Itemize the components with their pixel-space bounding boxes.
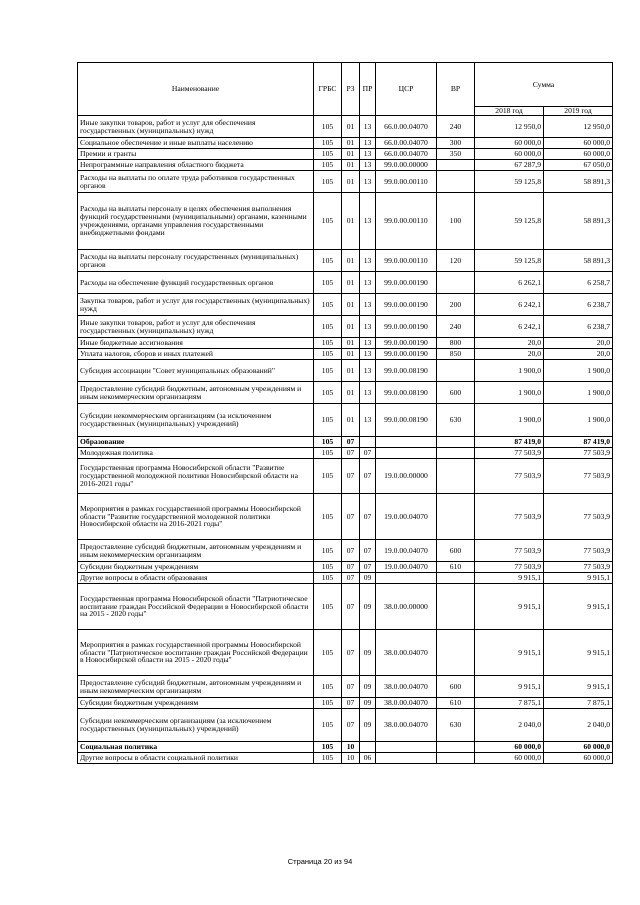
cell-name: Субсидии некоммерческим организациям (за исключением государственных (муниципальных) учреждений)	[78, 709, 314, 742]
cell-rz: 01	[342, 272, 360, 294]
table-row	[78, 540, 613, 562]
table-row	[78, 349, 613, 360]
cell-csr: 99.0.00.00110	[376, 171, 437, 193]
cell-vr: 600	[437, 382, 475, 404]
cell-rz: 01	[342, 193, 360, 250]
cell-pr: 06	[360, 753, 376, 764]
cell-s1: 20,0	[475, 349, 544, 360]
cell-rz: 07	[342, 562, 360, 573]
cell-csr: 99.0.00.00110	[376, 193, 437, 250]
header-grbs: ГРБС	[314, 63, 342, 116]
cell-name: Социальное обеспечение и иные выплаты населению	[78, 138, 314, 149]
cell-pr: 09	[360, 698, 376, 709]
header-sum: Сумма	[475, 63, 613, 107]
cell-name: Уплата налогов, сборов и иных платежей	[78, 349, 314, 360]
table-row	[78, 459, 613, 494]
cell-rz: 01	[342, 116, 360, 138]
cell-name: Мероприятия в рамках государственной программы Новосибирской области "Развитие государственной молодежной политики Новосибирской области на 2016-2021 годы"	[78, 494, 314, 540]
cell-grbs: 105	[314, 753, 342, 764]
cell-vr	[437, 573, 475, 584]
cell-name: Субсидия ассоциации "Совет муниципальных образований"	[78, 360, 314, 382]
table-row	[78, 573, 613, 584]
cell-csr: 38.0.00.04070	[376, 709, 437, 742]
cell-name: Премии и гранты	[78, 149, 314, 160]
cell-grbs: 105	[314, 584, 342, 630]
cell-vr	[437, 171, 475, 193]
table-row	[78, 584, 613, 630]
cell-name: Субсидии бюджетным учреждениям	[78, 562, 314, 573]
cell-name: Предоставление субсидий бюджетным, автономным учреждениям и иным некоммерческим организациям	[78, 382, 314, 404]
cell-rz: 07	[342, 584, 360, 630]
table-row	[78, 494, 613, 540]
cell-s1: 6 242,1	[475, 294, 544, 316]
cell-s2: 58 891,3	[544, 171, 613, 193]
cell-vr: 850	[437, 349, 475, 360]
cell-pr: 13	[360, 116, 376, 138]
cell-csr	[376, 437, 437, 448]
cell-pr: 09	[360, 584, 376, 630]
cell-s2: 20,0	[544, 349, 613, 360]
table-row	[78, 676, 613, 698]
cell-rz: 01	[342, 250, 360, 272]
cell-pr: 13	[360, 338, 376, 349]
cell-vr: 600	[437, 540, 475, 562]
cell-pr: 07	[360, 459, 376, 494]
cell-rz: 01	[342, 149, 360, 160]
cell-s2: 67 050,0	[544, 160, 613, 171]
table-row	[78, 630, 613, 676]
cell-s2: 6 238,7	[544, 316, 613, 338]
table-row	[78, 316, 613, 338]
cell-s2: 7 875,1	[544, 698, 613, 709]
cell-s1: 12 950,0	[475, 116, 544, 138]
cell-vr	[437, 630, 475, 676]
cell-grbs: 105	[314, 272, 342, 294]
cell-pr: 07	[360, 562, 376, 573]
cell-csr	[376, 742, 437, 753]
table-row	[78, 448, 613, 459]
cell-csr: 99.0.00.00000	[376, 160, 437, 171]
cell-csr: 66.0.00.04070	[376, 116, 437, 138]
cell-s1: 7 875,1	[475, 698, 544, 709]
cell-name: Субсидии бюджетным учреждениям	[78, 698, 314, 709]
cell-grbs: 105	[314, 562, 342, 573]
cell-name: Расходы на выплаты персоналу государственных (муниципальных) органов	[78, 250, 314, 272]
cell-s2: 60 000,0	[544, 138, 613, 149]
cell-rz: 01	[342, 404, 360, 437]
cell-rz: 07	[342, 709, 360, 742]
cell-s1: 9 915,1	[475, 573, 544, 584]
cell-vr	[437, 753, 475, 764]
table-row	[78, 171, 613, 193]
cell-csr: 66.0.00.04070	[376, 149, 437, 160]
cell-pr: 13	[360, 382, 376, 404]
cell-s2: 1 900,0	[544, 382, 613, 404]
cell-rz: 01	[342, 171, 360, 193]
cell-s2: 58 891,3	[544, 193, 613, 250]
cell-s1: 77 503,9	[475, 459, 544, 494]
cell-grbs: 105	[314, 360, 342, 382]
cell-grbs: 105	[314, 630, 342, 676]
cell-grbs: 105	[314, 138, 342, 149]
cell-grbs: 105	[314, 171, 342, 193]
cell-name: Расходы на обеспечение функций государственных органов	[78, 272, 314, 294]
cell-grbs: 105	[314, 448, 342, 459]
cell-csr: 99.0.00.08190	[376, 404, 437, 437]
cell-name: Другие вопросы в области социальной политики	[78, 753, 314, 764]
cell-rz: 07	[342, 448, 360, 459]
cell-s2: 20,0	[544, 338, 613, 349]
header-year-2019: 2019 год	[544, 107, 613, 116]
cell-vr: 350	[437, 149, 475, 160]
table-row	[78, 250, 613, 272]
cell-s1: 77 503,9	[475, 494, 544, 540]
cell-vr	[437, 494, 475, 540]
cell-s1: 20,0	[475, 338, 544, 349]
cell-csr	[376, 448, 437, 459]
cell-csr: 38.0.00.04070	[376, 698, 437, 709]
cell-grbs: 105	[314, 349, 342, 360]
cell-s2: 87 419,0	[544, 437, 613, 448]
table-row	[78, 709, 613, 742]
cell-pr: 13	[360, 404, 376, 437]
cell-pr	[360, 437, 376, 448]
cell-csr: 99.0.00.08190	[376, 360, 437, 382]
cell-vr: 600	[437, 676, 475, 698]
cell-pr: 13	[360, 138, 376, 149]
cell-name: Государственная программа Новосибирской области "Развитие государственной молодежной политики Новосибирской области на 2016-2021 годы"	[78, 459, 314, 494]
cell-pr: 13	[360, 294, 376, 316]
cell-pr: 13	[360, 316, 376, 338]
cell-vr: 800	[437, 338, 475, 349]
cell-s1: 59 125,8	[475, 193, 544, 250]
cell-pr: 13	[360, 149, 376, 160]
cell-vr: 610	[437, 698, 475, 709]
cell-grbs: 105	[314, 742, 342, 753]
cell-s1: 1 900,0	[475, 404, 544, 437]
cell-pr: 07	[360, 448, 376, 459]
cell-pr: 13	[360, 349, 376, 360]
cell-name: Предоставление субсидий бюджетным, автономным учреждениям и иным некоммерческим организациям	[78, 540, 314, 562]
cell-vr	[437, 360, 475, 382]
cell-s1: 9 915,1	[475, 630, 544, 676]
cell-vr: 610	[437, 562, 475, 573]
cell-rz: 01	[342, 316, 360, 338]
cell-csr: 99.0.00.08190	[376, 382, 437, 404]
cell-grbs: 105	[314, 698, 342, 709]
cell-pr: 09	[360, 630, 376, 676]
cell-s2: 2 040,0	[544, 709, 613, 742]
cell-csr: 66.0.00.04070	[376, 138, 437, 149]
cell-s1: 59 125,8	[475, 171, 544, 193]
cell-s1: 87 419,0	[475, 437, 544, 448]
cell-vr: 240	[437, 116, 475, 138]
cell-name: Субсидии некоммерческим организациям (за исключением государственных (муниципальных) учреждений)	[78, 404, 314, 437]
cell-csr: 99.0.00.00110	[376, 250, 437, 272]
cell-vr: 630	[437, 404, 475, 437]
cell-s2: 58 891,3	[544, 250, 613, 272]
cell-csr: 38.0.00.00000	[376, 584, 437, 630]
cell-pr: 13	[360, 160, 376, 171]
cell-pr: 09	[360, 573, 376, 584]
cell-grbs: 105	[314, 338, 342, 349]
cell-s1: 6 242,1	[475, 316, 544, 338]
cell-name: Государственная программа Новосибирской области "Патриотическое воспитание граждан Российской Федерации в Новосибирской области на 2015 - 2020 годы"	[78, 584, 314, 630]
cell-vr	[437, 448, 475, 459]
table-row	[78, 698, 613, 709]
cell-vr: 120	[437, 250, 475, 272]
cell-vr	[437, 459, 475, 494]
cell-grbs: 105	[314, 573, 342, 584]
cell-pr: 13	[360, 193, 376, 250]
cell-csr: 38.0.00.04070	[376, 630, 437, 676]
cell-vr: 300	[437, 138, 475, 149]
cell-pr: 09	[360, 709, 376, 742]
cell-vr	[437, 272, 475, 294]
cell-name: Закупка товаров, работ и услуг для государственных (муниципальных) нужд	[78, 294, 314, 316]
cell-rz: 07	[342, 437, 360, 448]
header-name: Наименование	[78, 63, 314, 116]
cell-s2: 9 915,1	[544, 630, 613, 676]
cell-s2: 77 503,9	[544, 459, 613, 494]
cell-grbs: 105	[314, 709, 342, 742]
cell-rz: 01	[342, 349, 360, 360]
table-row	[78, 404, 613, 437]
cell-pr: 13	[360, 250, 376, 272]
table-row	[78, 193, 613, 250]
cell-s2: 77 503,9	[544, 562, 613, 573]
cell-csr: 19.0.00.04070	[376, 540, 437, 562]
cell-s2: 77 503,9	[544, 448, 613, 459]
cell-pr: 07	[360, 494, 376, 540]
header-vr: ВР	[437, 63, 475, 116]
cell-grbs: 105	[314, 116, 342, 138]
cell-rz: 01	[342, 382, 360, 404]
table-row	[78, 382, 613, 404]
cell-s2: 77 503,9	[544, 494, 613, 540]
table-row	[78, 294, 613, 316]
cell-s1: 59 125,8	[475, 250, 544, 272]
cell-rz: 07	[342, 676, 360, 698]
cell-rz: 07	[342, 494, 360, 540]
cell-s2: 9 915,1	[544, 584, 613, 630]
cell-s1: 2 040,0	[475, 709, 544, 742]
table-row	[78, 360, 613, 382]
cell-name: Образование	[78, 437, 314, 448]
cell-s1: 1 900,0	[475, 382, 544, 404]
cell-pr: 13	[360, 360, 376, 382]
table-row	[78, 753, 613, 764]
table-row	[78, 160, 613, 171]
header-csr: ЦСР	[376, 63, 437, 116]
cell-rz: 07	[342, 573, 360, 584]
table-row	[78, 116, 613, 138]
table-row	[78, 138, 613, 149]
cell-s1: 60 000,0	[475, 753, 544, 764]
cell-s2: 6 258,7	[544, 272, 613, 294]
cell-rz: 07	[342, 459, 360, 494]
cell-csr: 99.0.00.00190	[376, 294, 437, 316]
cell-rz: 01	[342, 138, 360, 149]
table-row	[78, 149, 613, 160]
cell-s2: 1 900,0	[544, 360, 613, 382]
cell-name: Иные закупки товаров, работ и услуг для обеспечения государственных (муниципальных) нужд	[78, 316, 314, 338]
cell-s1: 77 503,9	[475, 562, 544, 573]
cell-csr: 99.0.00.00190	[376, 316, 437, 338]
cell-s2: 9 915,1	[544, 676, 613, 698]
cell-s1: 77 503,9	[475, 540, 544, 562]
cell-csr: 19.0.00.04070	[376, 494, 437, 540]
cell-vr: 200	[437, 294, 475, 316]
table-row	[78, 437, 613, 448]
cell-s1: 67 287,9	[475, 160, 544, 171]
budget-table	[77, 62, 613, 764]
cell-rz: 10	[342, 742, 360, 753]
cell-csr: 99.0.00.00190	[376, 349, 437, 360]
header-year-2018: 2018 год	[475, 107, 544, 116]
cell-pr: 13	[360, 272, 376, 294]
cell-name: Иные бюджетные ассигнования	[78, 338, 314, 349]
page-footer: Страница 20 из 94	[287, 857, 353, 866]
table-row	[78, 272, 613, 294]
cell-name: Расходы на выплаты персоналу в целях обеспечения выполнения функций государственными (муниципальными) органами, казенными учреждениями, органами управления государственными внебюджетными фондами	[78, 193, 314, 250]
cell-pr: 13	[360, 171, 376, 193]
cell-name: Расходы на выплаты по оплате труда работников государственных органов	[78, 171, 314, 193]
cell-pr	[360, 742, 376, 753]
cell-grbs: 105	[314, 404, 342, 437]
cell-s2: 9 915,1	[544, 573, 613, 584]
cell-vr	[437, 160, 475, 171]
cell-s2: 1 900,0	[544, 404, 613, 437]
cell-grbs: 105	[314, 382, 342, 404]
cell-name: Непрограммные направления областного бюджета	[78, 160, 314, 171]
cell-pr: 07	[360, 540, 376, 562]
cell-csr	[376, 753, 437, 764]
cell-s2: 6 238,7	[544, 294, 613, 316]
cell-name: Молодежная политика	[78, 448, 314, 459]
cell-vr	[437, 742, 475, 753]
header-rz: РЗ	[342, 63, 360, 116]
cell-rz: 07	[342, 540, 360, 562]
cell-s1: 6 262,1	[475, 272, 544, 294]
cell-name: Социальная политика	[78, 742, 314, 753]
cell-s2: 60 000,0	[544, 753, 613, 764]
cell-s2: 60 000,0	[544, 149, 613, 160]
cell-vr: 100	[437, 193, 475, 250]
table-body	[78, 116, 613, 764]
cell-rz: 07	[342, 630, 360, 676]
cell-name: Иные закупки товаров, работ и услуг для обеспечения государственных (муниципальных) нужд	[78, 116, 314, 138]
cell-rz: 01	[342, 160, 360, 171]
cell-s1: 9 915,1	[475, 584, 544, 630]
cell-csr: 19.0.00.00000	[376, 459, 437, 494]
cell-rz: 01	[342, 294, 360, 316]
cell-vr: 240	[437, 316, 475, 338]
cell-grbs: 105	[314, 193, 342, 250]
cell-vr	[437, 437, 475, 448]
cell-pr: 09	[360, 676, 376, 698]
cell-csr: 38.0.00.04070	[376, 676, 437, 698]
cell-s1: 60 000,0	[475, 149, 544, 160]
cell-name: Другие вопросы в области образования	[78, 573, 314, 584]
cell-s1: 60 000,0	[475, 138, 544, 149]
cell-s1: 1 900,0	[475, 360, 544, 382]
cell-grbs: 105	[314, 160, 342, 171]
cell-s2: 12 950,0	[544, 116, 613, 138]
cell-grbs: 105	[314, 437, 342, 448]
cell-rz: 01	[342, 360, 360, 382]
cell-s1: 77 503,9	[475, 448, 544, 459]
cell-csr: 19.0.00.04070	[376, 562, 437, 573]
table-row	[78, 338, 613, 349]
cell-grbs: 105	[314, 250, 342, 272]
cell-grbs: 105	[314, 540, 342, 562]
table-row	[78, 742, 613, 753]
cell-rz: 01	[342, 338, 360, 349]
cell-name: Предоставление субсидий бюджетным, автономным учреждениям и иным некоммерческим организациям	[78, 676, 314, 698]
cell-rz: 07	[342, 698, 360, 709]
cell-vr: 630	[437, 709, 475, 742]
cell-grbs: 105	[314, 149, 342, 160]
cell-name: Мероприятия в рамках государственной программы Новосибирской области "Патриотическое воспитание граждан Российской Федерации в Новосибирской области на 2015 - 2020 годы"	[78, 630, 314, 676]
cell-grbs: 105	[314, 459, 342, 494]
cell-s2: 77 503,9	[544, 540, 613, 562]
cell-grbs: 105	[314, 294, 342, 316]
cell-grbs: 105	[314, 316, 342, 338]
cell-grbs: 105	[314, 676, 342, 698]
cell-vr	[437, 584, 475, 630]
cell-csr: 99.0.00.00190	[376, 272, 437, 294]
table-row	[78, 562, 613, 573]
cell-s2: 60 000,0	[544, 742, 613, 753]
cell-csr: 99.0.00.00190	[376, 338, 437, 349]
header-pr: ПР	[360, 63, 376, 116]
cell-rz: 10	[342, 753, 360, 764]
cell-grbs: 105	[314, 494, 342, 540]
cell-s1: 9 915,1	[475, 676, 544, 698]
cell-s1: 60 000,0	[475, 742, 544, 753]
cell-csr	[376, 573, 437, 584]
